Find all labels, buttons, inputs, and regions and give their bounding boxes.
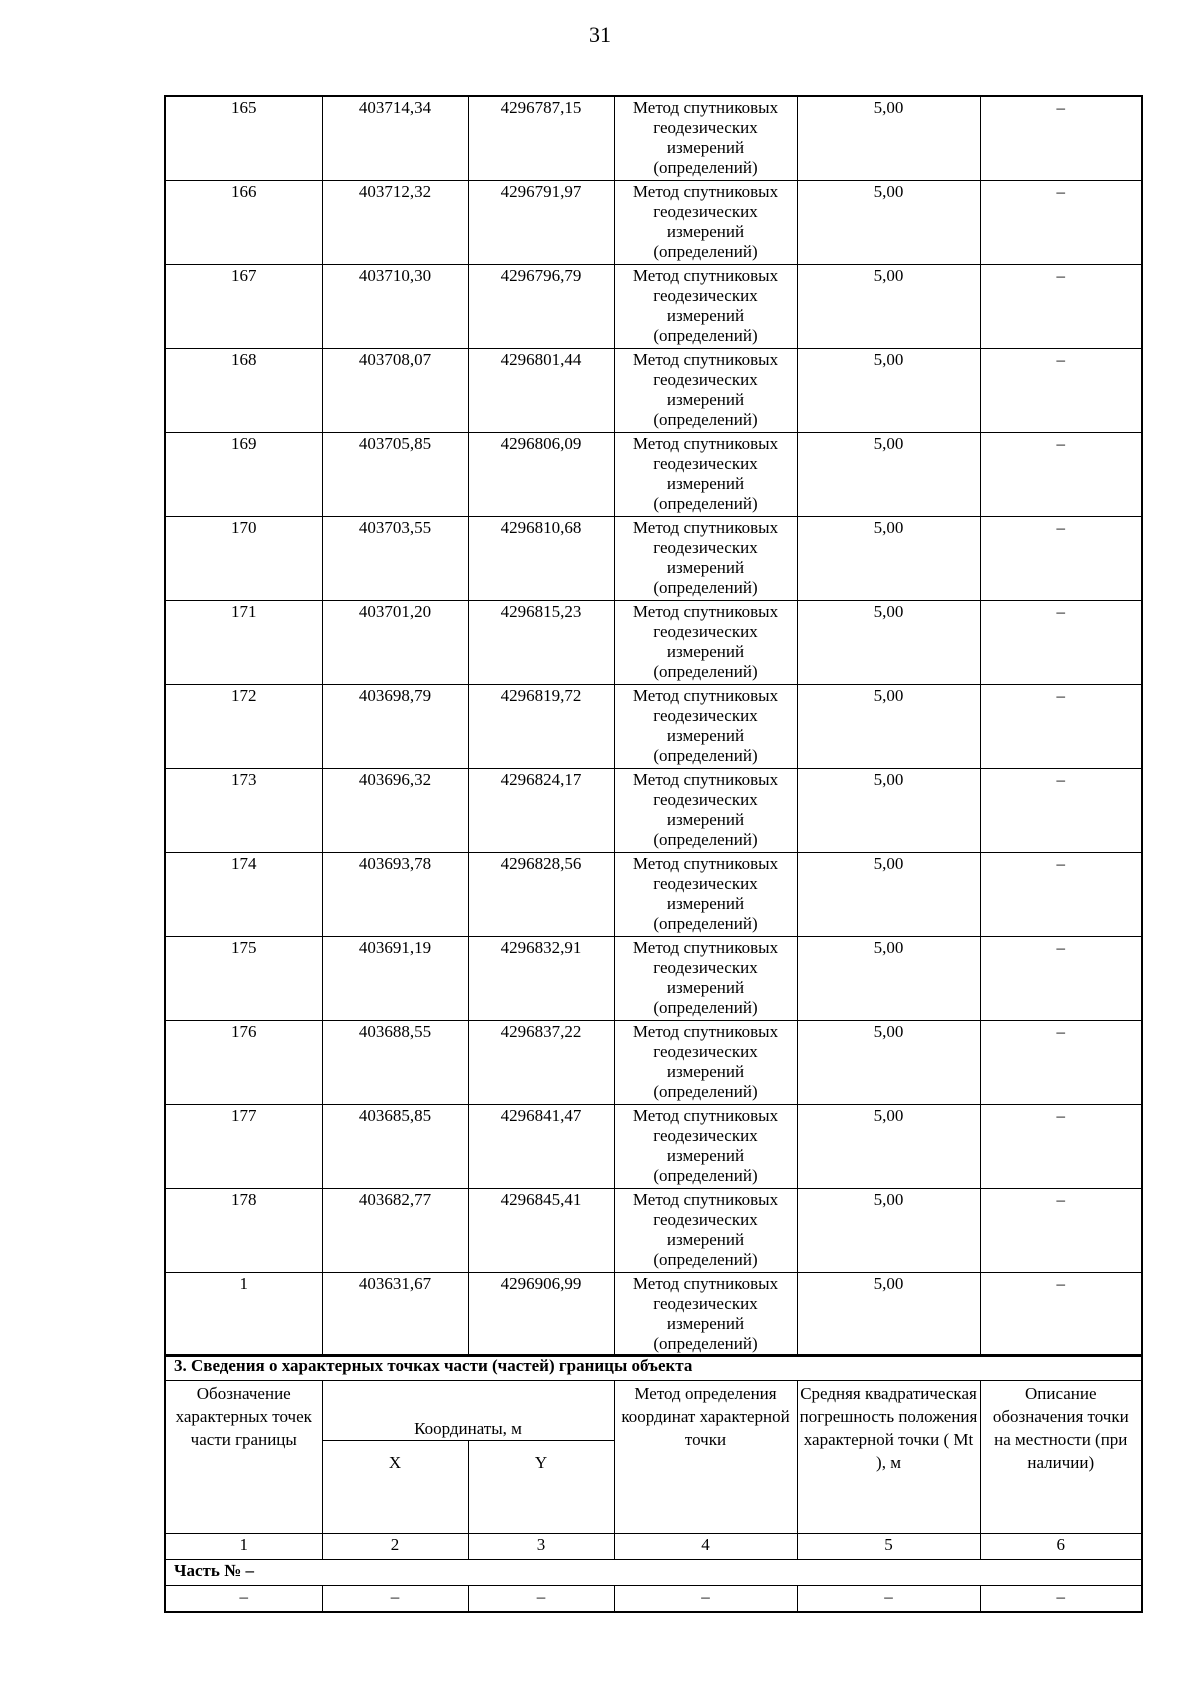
coordinate-y-cell: 4296845,41 [468, 1188, 614, 1272]
table-row [165, 600, 1142, 684]
method-cell: Метод спутниковых геодезических измерений (определений) [614, 96, 797, 180]
accuracy-cell: 5,00 [797, 1188, 980, 1272]
table-row [165, 852, 1142, 936]
description-cell: – [980, 180, 1142, 264]
coordinate-x-cell: 403698,79 [322, 684, 468, 768]
point-number-cell: 172 [165, 684, 322, 768]
table-row [165, 432, 1142, 516]
coordinate-x-cell: 403710,30 [322, 264, 468, 348]
accuracy-cell: 5,00 [797, 516, 980, 600]
column-number-5: 5 [797, 1534, 980, 1560]
coordinate-y-cell: 4296906,99 [468, 1272, 614, 1356]
method-cell: Метод спутниковых геодезических измерений (определений) [614, 432, 797, 516]
accuracy-cell: 5,00 [797, 1272, 980, 1356]
method-cell: Метод спутниковых геодезических измерений (определений) [614, 264, 797, 348]
accuracy-cell: 5,00 [797, 432, 980, 516]
method-cell: Метод спутниковых геодезических измерений (определений) [614, 180, 797, 264]
accuracy-cell: 5,00 [797, 600, 980, 684]
point-number-cell: 168 [165, 348, 322, 432]
point-number-cell: 1 [165, 1272, 322, 1356]
header-point-designation: Обозначение характерных точек части границы [165, 1381, 322, 1534]
coordinate-x-cell: 403712,32 [322, 180, 468, 264]
method-cell: Метод спутниковых геодезических измерений (определений) [614, 1188, 797, 1272]
coordinate-x-cell: 403696,32 [322, 768, 468, 852]
point-number-cell: 169 [165, 432, 322, 516]
point-number-cell: 178 [165, 1188, 322, 1272]
table-row [165, 1272, 1142, 1356]
accuracy-cell: 5,00 [797, 180, 980, 264]
method-cell: Метод спутниковых геодезических измерений (определений) [614, 852, 797, 936]
point-number-cell: 166 [165, 180, 322, 264]
method-cell: Метод спутниковых геодезических измерений (определений) [614, 600, 797, 684]
coordinate-x-cell: 403703,55 [322, 516, 468, 600]
method-cell: Метод спутниковых геодезических измерений (определений) [614, 1104, 797, 1188]
description-cell: – [980, 1020, 1142, 1104]
coordinate-x-cell: 403708,07 [322, 348, 468, 432]
boundary-points-table [164, 95, 1143, 1357]
description-cell: – [980, 348, 1142, 432]
column-number-2: 2 [322, 1534, 468, 1560]
header-y: Y [468, 1441, 614, 1534]
point-number-cell: 176 [165, 1020, 322, 1104]
accuracy-cell: 5,00 [797, 852, 980, 936]
point-number-cell: 173 [165, 768, 322, 852]
method-cell: Метод спутниковых геодезических измерений (определений) [614, 516, 797, 600]
accuracy-cell: 5,00 [797, 348, 980, 432]
column-number-4: 4 [614, 1534, 797, 1560]
accuracy-cell: 5,00 [797, 264, 980, 348]
column-number-1: 1 [165, 1534, 322, 1560]
empty-cell-4: – [614, 1586, 797, 1613]
table-row [165, 1020, 1142, 1104]
accuracy-cell: 5,00 [797, 1020, 980, 1104]
coordinate-y-cell: 4296791,97 [468, 180, 614, 264]
coordinate-y-cell: 4296787,15 [468, 96, 614, 180]
description-cell: – [980, 432, 1142, 516]
coordinate-y-cell: 4296841,47 [468, 1104, 614, 1188]
description-cell: – [980, 1104, 1142, 1188]
header-coordinates: Координаты, м [322, 1381, 614, 1441]
boundary-points-body [165, 96, 1142, 1356]
coordinate-x-cell: 403693,78 [322, 852, 468, 936]
page-number: 31 [589, 22, 611, 47]
accuracy-cell: 5,00 [797, 936, 980, 1020]
table-row [165, 684, 1142, 768]
point-number-cell: 175 [165, 936, 322, 1020]
table-row [165, 264, 1142, 348]
method-cell: Метод спутниковых геодезических измерений (определений) [614, 348, 797, 432]
empty-cell-2: – [322, 1586, 468, 1613]
coordinate-y-cell: 4296828,56 [468, 852, 614, 936]
description-cell: – [980, 684, 1142, 768]
accuracy-cell: 5,00 [797, 96, 980, 180]
header-accuracy: Средняя квадратическая погрешность положения характерной точки ( Mt ), м [797, 1381, 980, 1534]
point-number-cell: 177 [165, 1104, 322, 1188]
method-cell: Метод спутниковых геодезических измерений (определений) [614, 1020, 797, 1104]
column-number-6: 6 [980, 1534, 1142, 1560]
coordinate-y-cell: 4296806,09 [468, 432, 614, 516]
description-cell: – [980, 516, 1142, 600]
coordinate-y-cell: 4296832,91 [468, 936, 614, 1020]
description-cell: – [980, 264, 1142, 348]
accuracy-cell: 5,00 [797, 768, 980, 852]
accuracy-cell: 5,00 [797, 1104, 980, 1188]
table-row [165, 1188, 1142, 1272]
description-cell: – [980, 1188, 1142, 1272]
point-number-cell: 167 [165, 264, 322, 348]
coordinate-x-cell: 403714,34 [322, 96, 468, 180]
coordinate-x-cell: 403705,85 [322, 432, 468, 516]
coordinate-x-cell: 403688,55 [322, 1020, 468, 1104]
point-number-cell: 170 [165, 516, 322, 600]
table-row [165, 348, 1142, 432]
part-label: Часть № – [165, 1560, 1142, 1586]
coordinate-x-cell: 403691,19 [322, 936, 468, 1020]
empty-cell-5: – [797, 1586, 980, 1613]
table-row [165, 180, 1142, 264]
table-row [165, 768, 1142, 852]
header-description: Описание обозначения точки на местности (при наличии) [980, 1381, 1142, 1534]
column-number-3: 3 [468, 1534, 614, 1560]
table-row [165, 1104, 1142, 1188]
description-cell: – [980, 768, 1142, 852]
method-cell: Метод спутниковых геодезических измерений (определений) [614, 684, 797, 768]
coordinate-x-cell: 403701,20 [322, 600, 468, 684]
coordinate-y-cell: 4296815,23 [468, 600, 614, 684]
description-cell: – [980, 852, 1142, 936]
point-number-cell: 171 [165, 600, 322, 684]
method-cell: Метод спутниковых геодезических измерений (определений) [614, 768, 797, 852]
empty-cell-6: – [980, 1586, 1142, 1613]
description-cell: – [980, 936, 1142, 1020]
method-cell: Метод спутниковых геодезических измерений (определений) [614, 936, 797, 1020]
method-cell: Метод спутниковых геодезических измерений (определений) [614, 1272, 797, 1356]
section3-table [164, 1354, 1143, 1613]
table-row [165, 516, 1142, 600]
header-method: Метод определения координат характерной точки [614, 1381, 797, 1534]
coordinate-y-cell: 4296796,79 [468, 264, 614, 348]
coordinate-y-cell: 4296824,17 [468, 768, 614, 852]
coordinate-x-cell: 403682,77 [322, 1188, 468, 1272]
coordinate-x-cell: 403685,85 [322, 1104, 468, 1188]
header-x: X [322, 1441, 468, 1534]
coordinate-y-cell: 4296810,68 [468, 516, 614, 600]
table-row [165, 936, 1142, 1020]
section3-title: 3. Сведения о характерных точках части (частей) границы объекта [165, 1355, 1142, 1381]
empty-cell-3: – [468, 1586, 614, 1613]
description-cell: – [980, 600, 1142, 684]
coordinate-y-cell: 4296819,72 [468, 684, 614, 768]
description-cell: – [980, 1272, 1142, 1356]
accuracy-cell: 5,00 [797, 684, 980, 768]
coordinate-x-cell: 403631,67 [322, 1272, 468, 1356]
table-row [165, 96, 1142, 180]
coordinate-y-cell: 4296837,22 [468, 1020, 614, 1104]
point-number-cell: 174 [165, 852, 322, 936]
coordinate-y-cell: 4296801,44 [468, 348, 614, 432]
description-cell: – [980, 96, 1142, 180]
point-number-cell: 165 [165, 96, 322, 180]
empty-cell-1: – [165, 1586, 322, 1613]
